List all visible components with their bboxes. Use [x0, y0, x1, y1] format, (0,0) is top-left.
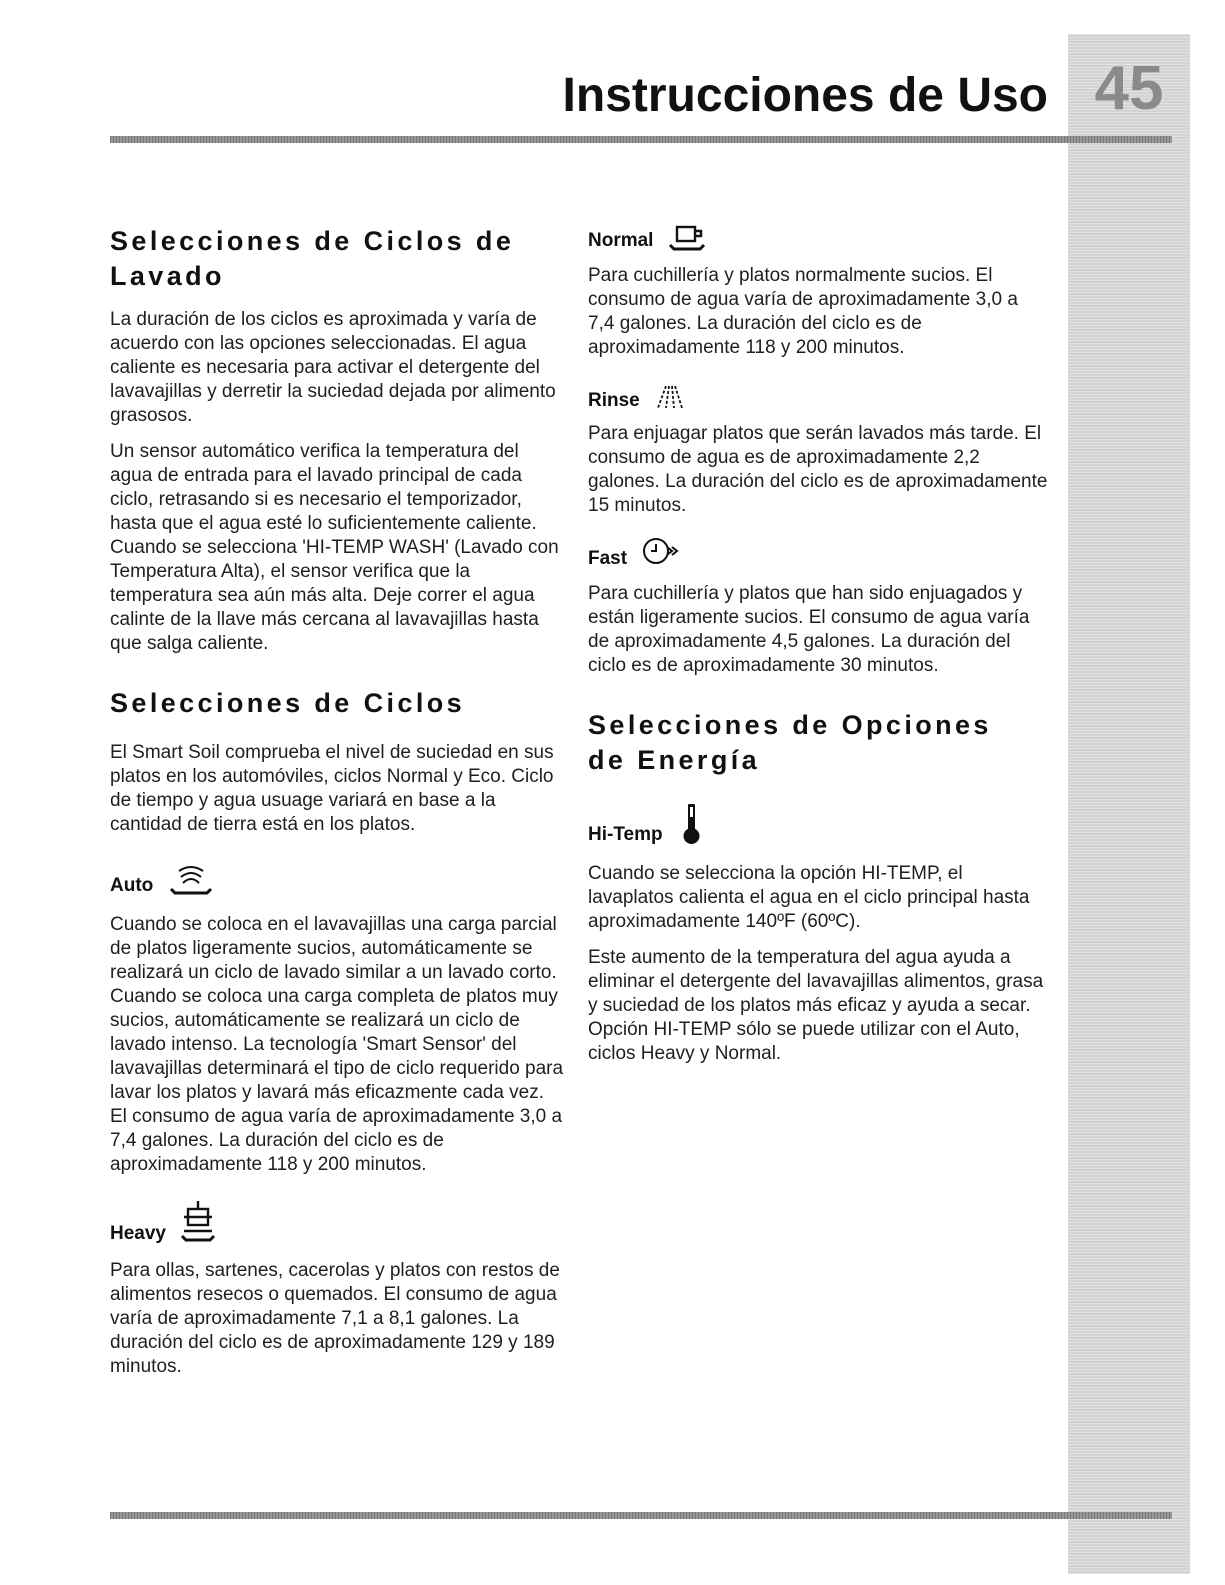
paragraph-smart-soil: El Smart Soil comprueba el nivel de suciedad en sus platos en los automóviles, ciclos Normal y Eco. Ciclo de tiempo y agua usuage variará en base a la cantidad de tierra está en los platos.	[110, 742, 554, 835]
section-title-line: Lavado	[110, 261, 225, 291]
heavy-cycle-icon	[180, 1199, 216, 1245]
paragraph-hi-temp: Cuando se selecciona la opción HI-TEMP, el lavaplatos calienta el agua en el ciclo principal hasta aproximadamente 140ºF (60ºC).	[588, 863, 1030, 932]
fast-cycle-icon	[641, 534, 681, 570]
paragraph-hi-temp-benefits: Este aumento de la temperatura del agua ayuda a eliminar el detergente del lavavajillas alimentos, grasa y suciedad de los platos más eficaz y ayuda a secar. Opción HI-TEMP sólo se puede utilizar con el Auto, ciclos Heavy y Normal.	[588, 947, 1044, 1064]
side-tab	[1068, 34, 1190, 1574]
section-title-line: Selecciones de Opciones	[588, 710, 992, 740]
paragraph-cycle-duration: La duración de los ciclos es aproximada y varía de acuerdo con las opciones seleccionadas. El agua caliente es necesaria para activar el detergente del lavavajillas y derretir la suciedad dejada por alimento grasosos.	[110, 309, 556, 426]
paragraph-normal: Para cuchillería y platos normalmente sucios. El consumo de agua varía de aproximadamente 3,0 a 7,4 galones. La duración del ciclo es de aproximadamente 118 y 200 minutos.	[588, 265, 1018, 358]
paragraph-auto: Cuando se coloca en el lavavajillas una carga parcial de platos ligeramente sucios, automáticamente se realizará un ciclo de lavado similar a un lavado corto. Cuando se coloca una carga completa de platos muy sucios, automáticamente se realizará un ciclo de lavado intenso. La tecnología 'Smart Sensor' del lavavajillas determinará el tipo de ciclo requerido para lavar los platos y lavará más eficazmente cada vez. El consumo de agua varía de aproximadamente 3,0 a 7,4 galones. La duración del ciclo es de aproximadamente 118 y 200 minutos.	[110, 914, 564, 1175]
auto-label: Auto	[110, 875, 154, 896]
header-rule	[110, 136, 1172, 143]
fast-label: Fast	[588, 548, 628, 569]
auto-cycle-icon	[167, 857, 215, 897]
section-title-energy-options	[588, 708, 1048, 778]
section-title-wash-cycles	[110, 224, 565, 294]
paragraph-fast: Para cuchillería y platos que han sido enjuagados y están ligeramente sucios. El consumo de agua varía de aproximadamente 4,5 galones. La duración del ciclo es de aproximadamente 30 minutos.	[588, 583, 1030, 676]
subheading-fast	[588, 534, 1048, 570]
subheading-rinse	[588, 382, 1048, 412]
footer-rule	[110, 1512, 1172, 1519]
normal-label: Normal	[588, 230, 654, 251]
right-column	[588, 224, 1048, 1066]
paragraph-heavy: Para ollas, sartenes, cacerolas y platos con restos de alimentos resecos o quemados. El consumo de agua varía de aproximadamente 7,1 a 8,1 galones. La duración del ciclo es de aproximadamente 129 y 189 minutos.	[110, 1260, 560, 1377]
heavy-label: Heavy	[110, 1223, 166, 1244]
subheading-auto	[110, 857, 565, 897]
rinse-cycle-icon	[654, 382, 686, 412]
section-title-line: Selecciones de Ciclos de	[110, 226, 515, 256]
rinse-label: Rinse	[588, 390, 640, 411]
left-column	[110, 224, 565, 1379]
subheading-hi-temp	[588, 802, 1048, 846]
subheading-normal	[588, 224, 1048, 252]
paragraph-rinse: Para enjuagar platos que serán lavados más tarde. El consumo de agua es de aproximadamente 2,2 galones. La duración del ciclo es de aproximadamente 15 minutos.	[588, 423, 1048, 516]
page-title: Instrucciones de Uso	[562, 69, 1048, 122]
section-title-line: de Energía	[588, 745, 761, 775]
page-number: 45	[1094, 54, 1164, 123]
subheading-heavy	[110, 1199, 565, 1245]
hi-temp-label: Hi-Temp	[588, 824, 663, 845]
section-title-cycles: Selecciones de Ciclos	[110, 688, 466, 718]
paragraph-sensor: Un sensor automático verifica la temperatura del agua de entrada para el lavado principal de cada ciclo, retrasando si es necesario el temporizador, hasta que el agua esté lo suficientemente caliente. Cuando se selecciona 'HI-TEMP WASH' (Lavado con Temperatura Alta), el sensor verifica que la temperatura sea aún más alta. Deje correr el agua calinte de la llave más cercana al lavavajillas hasta que salga caliente.	[110, 441, 559, 654]
thermometer-icon	[677, 802, 705, 846]
normal-cycle-icon	[667, 224, 707, 252]
